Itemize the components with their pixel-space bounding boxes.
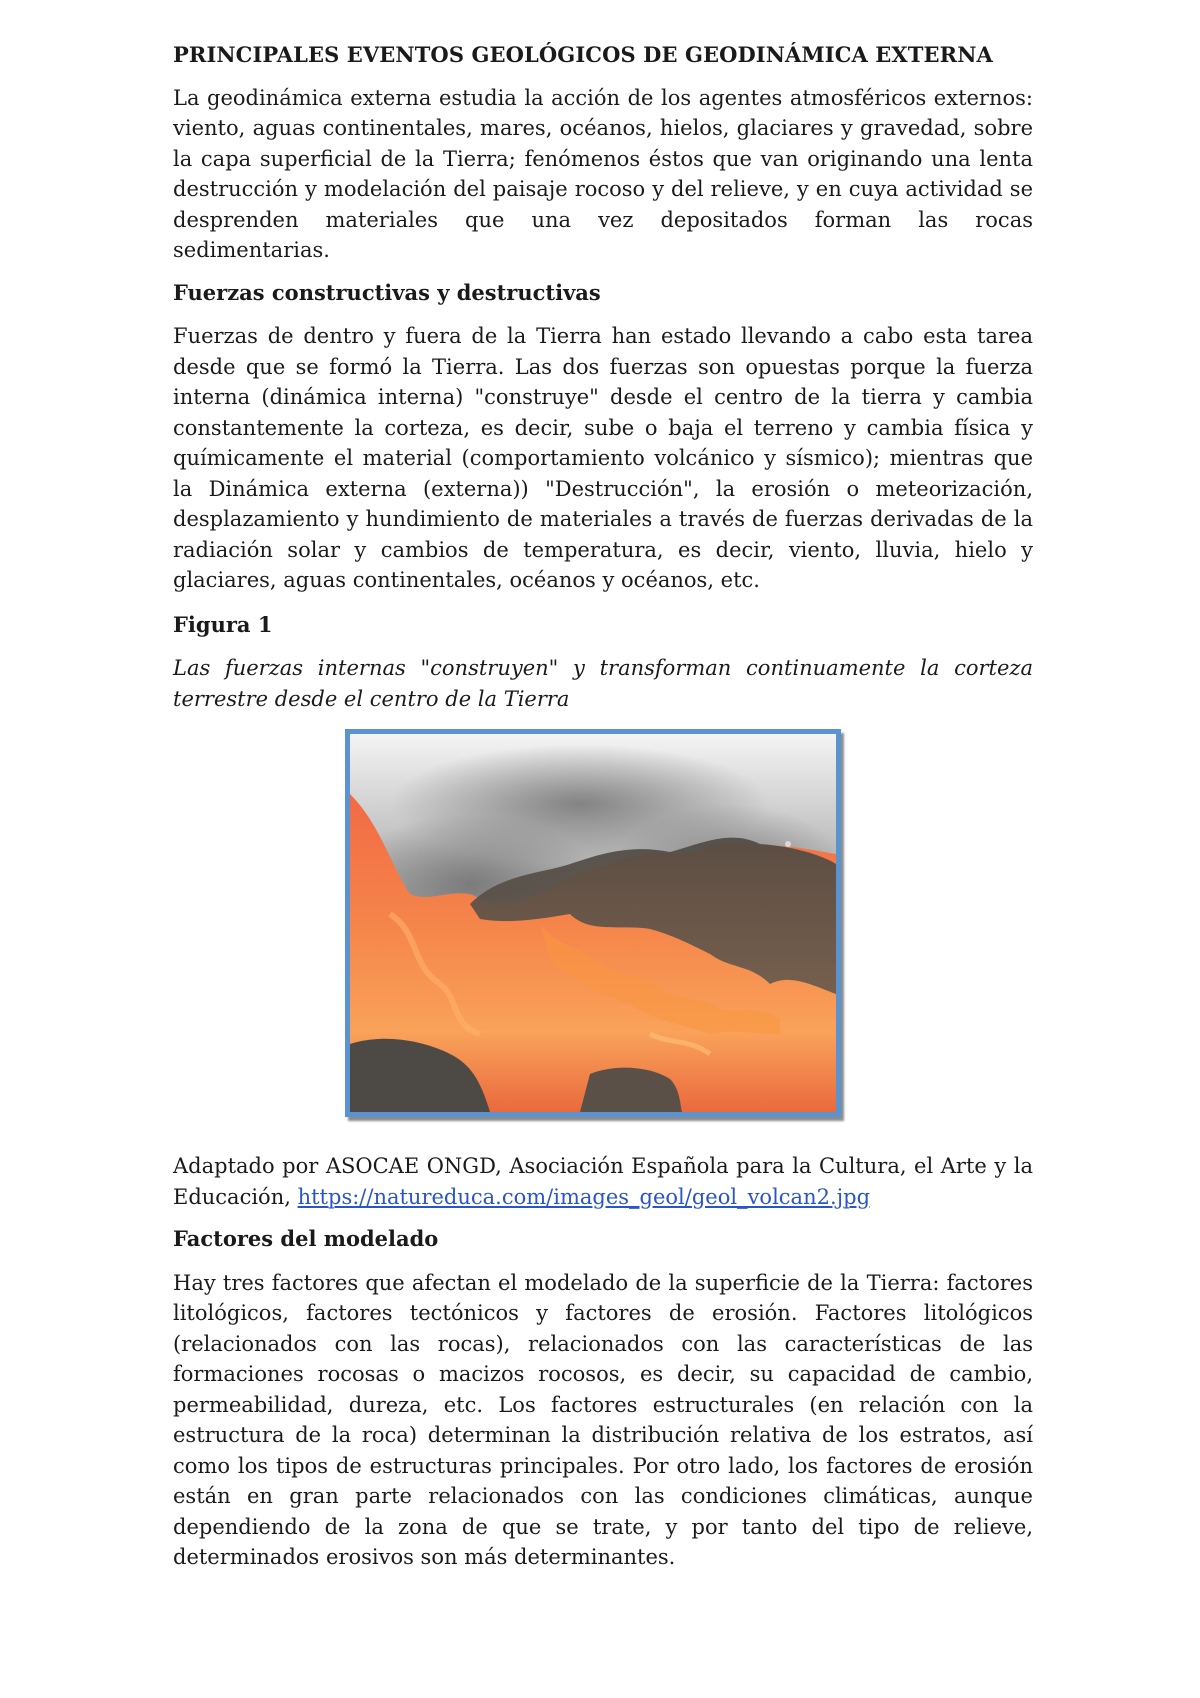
document-title: PRINCIPALES EVENTOS GEOLÓGICOS DE GEODINÁMICA EXTERNA [173,42,993,67]
figure-credit [173,1151,1033,1212]
volcano-lava-photo [345,729,841,1117]
section-body-fuerzas: Fuerzas de dentro y fuera de la Tierra han estado llevando a cabo esta tarea desde que se formó la Tierra. Las dos fuerzas son opuestas porque la fuerza interna (dinámica interna) "construye" desde el centro de la tierra y cambia constantemente la corteza, es decir, sube o baja el terreno y cambia física y químicamente el material (comportamiento volcánico y sísmico); mientras que la Dinámica externa (externa)) "Destrucción", la erosión o meteorización, desplazamiento y hundimiento de materiales a través de fuerzas derivadas de la radiación solar y cambios de temperatura, es decir, viento, lluvia, hielo y glaciares, aguas continentales, océanos y océanos, etc. [173,324,1033,592]
figure-label: Figura 1 [173,611,273,637]
section-heading-fuerzas: Fuerzas constructivas y destructivas [173,279,601,305]
section-body-factores: Hay tres factores que afectan el modelado de la superficie de la Tierra: factores litológicos, factores tectónicos y factores de erosión. Factores litológicos (relacionados con las rocas), relacionados con las características de las formaciones rocosas o macizos rocosos, es decir, su capacidad de cambio, permeabilidad, dureza, etc. Los factores estructurales (en relación con la estructura de la roca) determinan la distribución relativa de los estratos, así como los tipos de estructuras principales. Por otro lado, los factores de erosión están en gran parte relacionados con las condiciones climáticas, aunque dependiendo de la zona de que se trate, y por tanto del tipo de relieve, determinados erosivos son más determinantes. [173,1270,1033,1569]
figure-caption: Las fuerzas internas "construyen" y transforman continuamente la corteza terrestre desde el centro de la Tierra [173,656,1033,711]
figure-source-link[interactable]: https://natureduca.com/images_geol/geol_volcan2.jpg [297,1184,871,1209]
document-page [173,40,1033,1585]
section-heading-factores: Factores del modelado [173,1226,439,1251]
figure-container [173,729,1033,1129]
intro-paragraph: La geodinámica externa estudia la acción de los agentes atmosféricos externos: viento, aguas continentales, mares, océanos, hielos, glaciares y gravedad, sobre la capa superficial de la Tierra; fenómenos éstos que van originando una lenta destrucción y modelación del paisaje rocoso y del relieve, y en cuya actividad se desprenden materiales que una vez depositados forman las rocas sedimentarias. [173,85,1033,262]
figure-credit-text: Adaptado por ASOCAE ONGD, Asociación Española para la Cultura, el Arte y la Educación, [173,1154,1033,1209]
